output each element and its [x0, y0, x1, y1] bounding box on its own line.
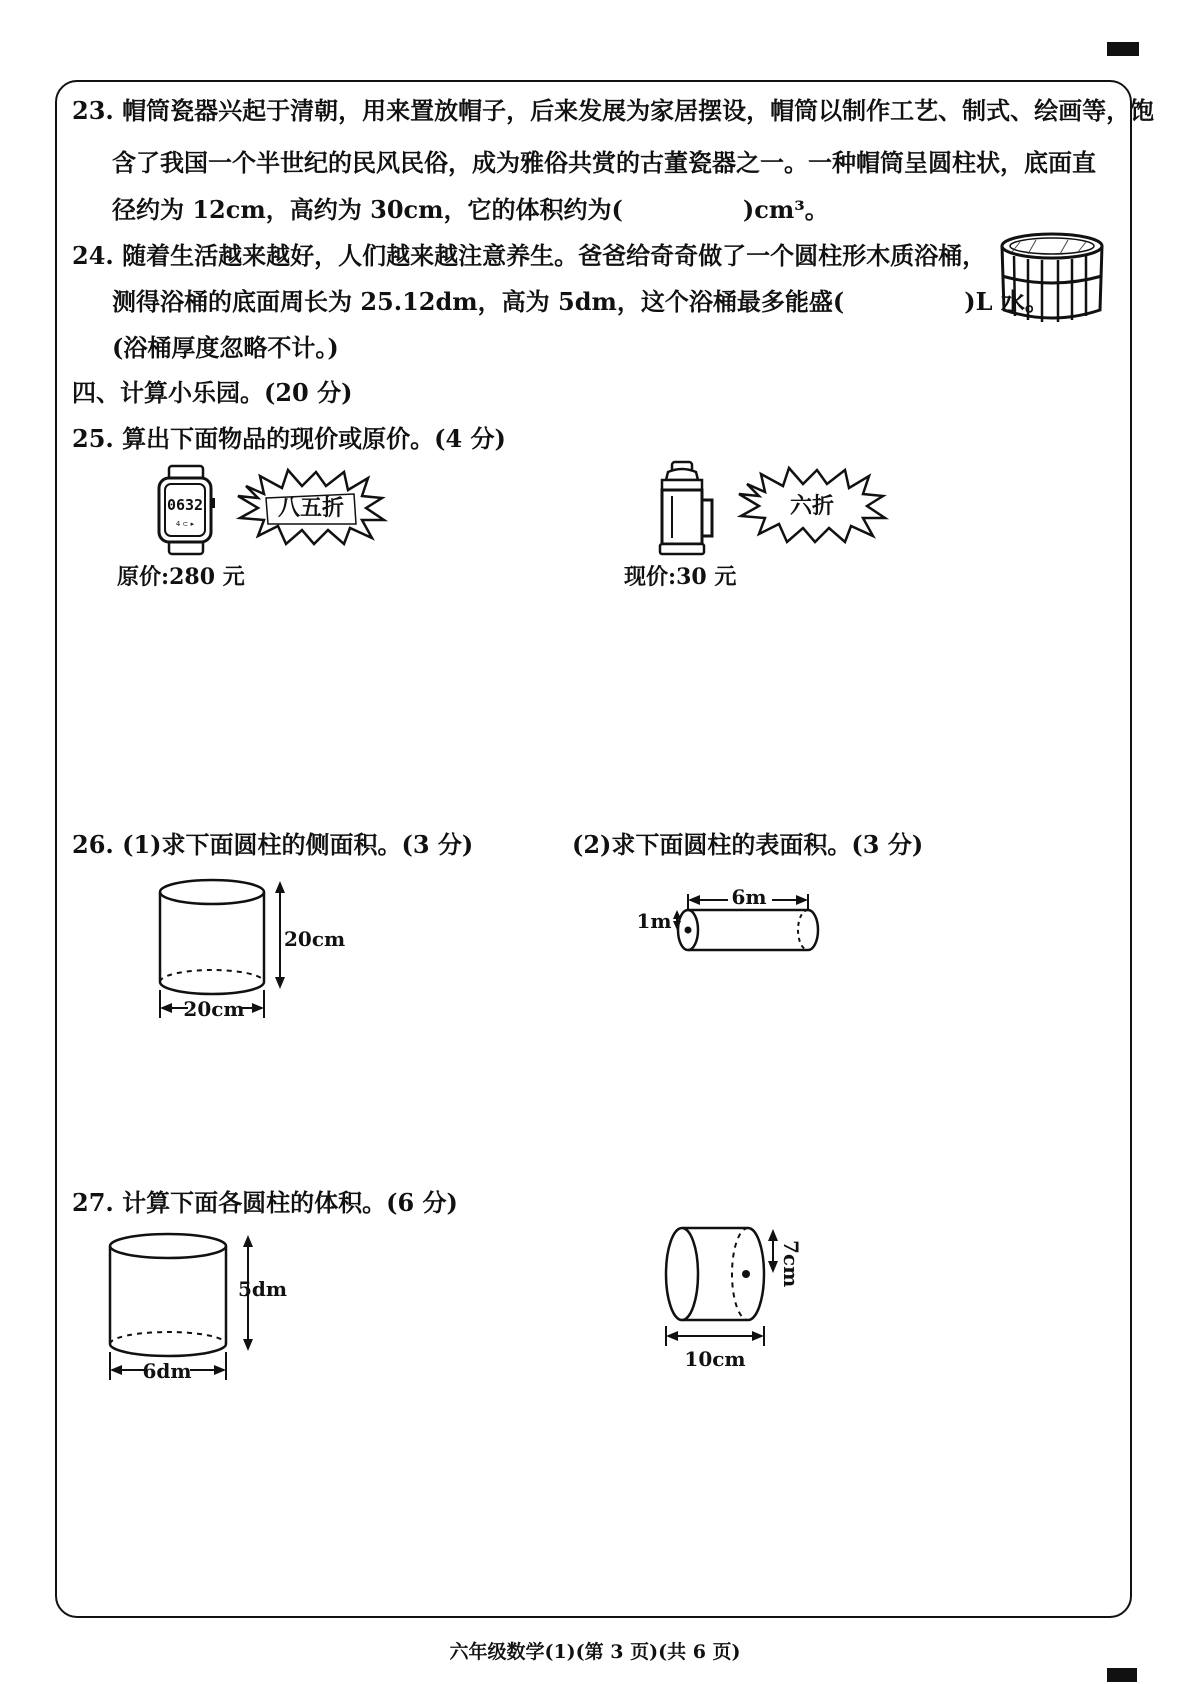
q24-line-1: 24. 随着生活越来越好，人们越来越注意养生。爸爸给奇奇做了一个圆柱形木质浴桶，: [72, 241, 987, 270]
discount-label-85: 八五折: [277, 496, 345, 521]
q27-c2-length: 10cm: [684, 1347, 746, 1371]
smartwatch-icon: [155, 464, 217, 556]
section4-title: 四、计算小乐园。(20 分): [72, 378, 353, 407]
q23-line-3: 径约为 12cm，高约为 30cm，它的体积约为( )cm³。: [112, 195, 829, 224]
watch-display: 0632: [166, 496, 204, 514]
q27-cylinder-1: [104, 1230, 304, 1390]
q25-item2-price: 现价:30 元: [624, 564, 737, 590]
q26-part1-title: 26. (1)求下面圆柱的侧面积。(3 分): [72, 830, 474, 859]
q23-line-2: 含了我国一个半世纪的民风民俗，成为雅俗共赏的古董瓷器之一。一种帽筒呈圆柱状，底面直: [112, 148, 1096, 177]
q26-part1-diameter: 20cm: [183, 997, 245, 1021]
q24-line-2: 测得浴桶的底面周长为 25.12dm，高为 5dm，这个浴桶最多能盛( )L 水。: [112, 287, 1049, 316]
thermos-icon: [656, 460, 716, 560]
watch-small-text: 4 ⊂ ▸: [175, 520, 195, 528]
q27-title: 27. 计算下面各圆柱的体积。(6 分): [72, 1188, 458, 1217]
discount-burst-60: [737, 466, 887, 544]
q26-cylinder-1: [150, 878, 346, 1028]
corner-registration-mark: [1107, 42, 1139, 56]
q26-part2-radius: 1m: [636, 909, 672, 933]
q27-c1-diameter: 6dm: [142, 1359, 192, 1383]
q24-line-3: (浴桶厚度忽略不计。): [112, 333, 339, 362]
q26-cylinder-2: [618, 880, 838, 960]
corner-registration-mark: [1107, 1668, 1137, 1682]
q23-line-1: 23. 帽筒瓷器兴起于清朝，用来置放帽子，后来发展为家居摆设，帽筒以制作工艺、制式、绘画等，饱: [72, 96, 1155, 125]
q26-part2-title: (2)求下面圆柱的表面积。(3 分): [572, 830, 924, 859]
q27-c1-height: 5dm: [238, 1277, 288, 1301]
q25-item1-price: 原价:280 元: [117, 564, 245, 590]
q25-title: 25. 算出下面物品的现价或原价。(4 分): [72, 424, 506, 453]
q26-part2-length: 6m: [731, 885, 767, 909]
q27-c2-radius: 7cm: [779, 1240, 803, 1288]
q27-cylinder-2: [660, 1222, 830, 1372]
bathtub-illustration: [998, 232, 1108, 324]
discount-burst-85: [236, 468, 386, 546]
page-footer: 六年级数学(1)(第 3 页)(共 6 页): [449, 1641, 741, 1663]
q26-part1-height: 20cm: [284, 927, 346, 951]
discount-label-60: 六折: [789, 494, 835, 519]
